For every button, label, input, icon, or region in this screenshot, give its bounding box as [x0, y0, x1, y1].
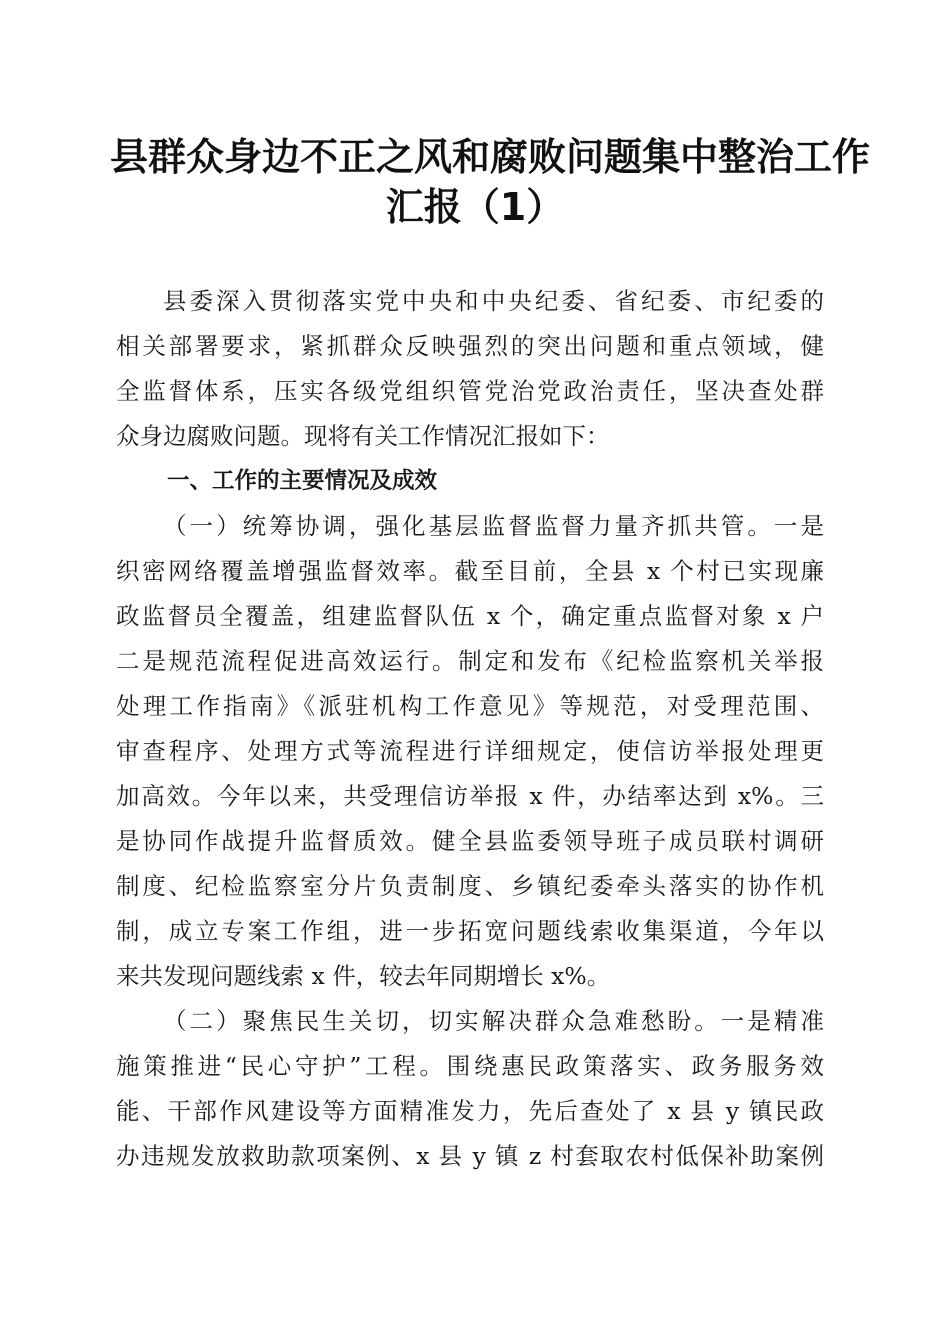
text-line: 办违规发放救助款项案例、x 县 y 镇 z 村套取农村低保补助案例 [116, 1142, 824, 1170]
text-line: 施策推进“民心守护”工程。围绕惠民政策落实、政务服务效 [116, 1052, 824, 1080]
title-line: 汇报（1） [385, 185, 565, 229]
text-line: 能、干部作风建设等方面精准发力，先后查处了 x 县 y 镇民政 [116, 1097, 824, 1125]
text-line: 众身边腐败问题。现将有关工作情况汇报如下： [116, 422, 610, 450]
text-line: 二是规范流程促进高效运行。制定和发布《纪检监察机关举报 [116, 647, 824, 675]
text-line: 织密网络覆盖增强监督效率。截至目前，全县 x 个村已实现廉 [116, 557, 824, 585]
subsection-2-paragraph [116, 999, 824, 1179]
text-line: （二）聚焦民生关切，切实解决群众急难愁盼。一是精准 [163, 1007, 824, 1035]
page-title [110, 132, 871, 232]
text-line: 处理工作指南》《派驻机构工作意见》等规范，对受理范围、 [116, 692, 824, 720]
text-line: 制，成立专案工作组，进一步拓宽问题线索收集渠道，今年以 [116, 917, 824, 945]
document-body [116, 279, 824, 1179]
text-line: 来共发现问题线索 x 件，较去年同期增长 x%。 [116, 962, 611, 990]
text-line: 政监督员全覆盖，组建监督队伍 x 个，确定重点监督对象 x 户 [116, 602, 824, 630]
title-line: 县群众身边不正之风和腐败问题集中整治工作 [110, 135, 871, 179]
text-line: 相关部署要求，紧抓群众反映强烈的突出问题和重点领域，健 [116, 332, 824, 360]
text-line: 审查程序、处理方式等流程进行详细规定，使信访举报处理更 [116, 737, 824, 765]
text-line: 县委深入贯彻落实党中央和中央纪委、省纪委、市纪委的 [163, 287, 824, 315]
subsection-1-paragraph [116, 504, 824, 999]
intro-paragraph [116, 279, 824, 459]
text-line: （一）统筹协调，强化基层监督监督力量齐抓共管。一是 [163, 512, 824, 540]
section-heading: 一、工作的主要情况及成效 [167, 468, 438, 494]
text-line: 是协同作战提升监督质效。健全县监委领导班子成员联村调研 [116, 827, 824, 855]
text-line: 制度、纪检监察室分片负责制度、乡镇纪委牵头落实的协作机 [116, 872, 824, 900]
text-line: 加高效。今年以来，共受理信访举报 x 件，办结率达到 x%。三 [116, 782, 824, 810]
text-line: 全监督体系，压实各级党组织管党治党政治责任，坚决查处群 [116, 377, 824, 405]
